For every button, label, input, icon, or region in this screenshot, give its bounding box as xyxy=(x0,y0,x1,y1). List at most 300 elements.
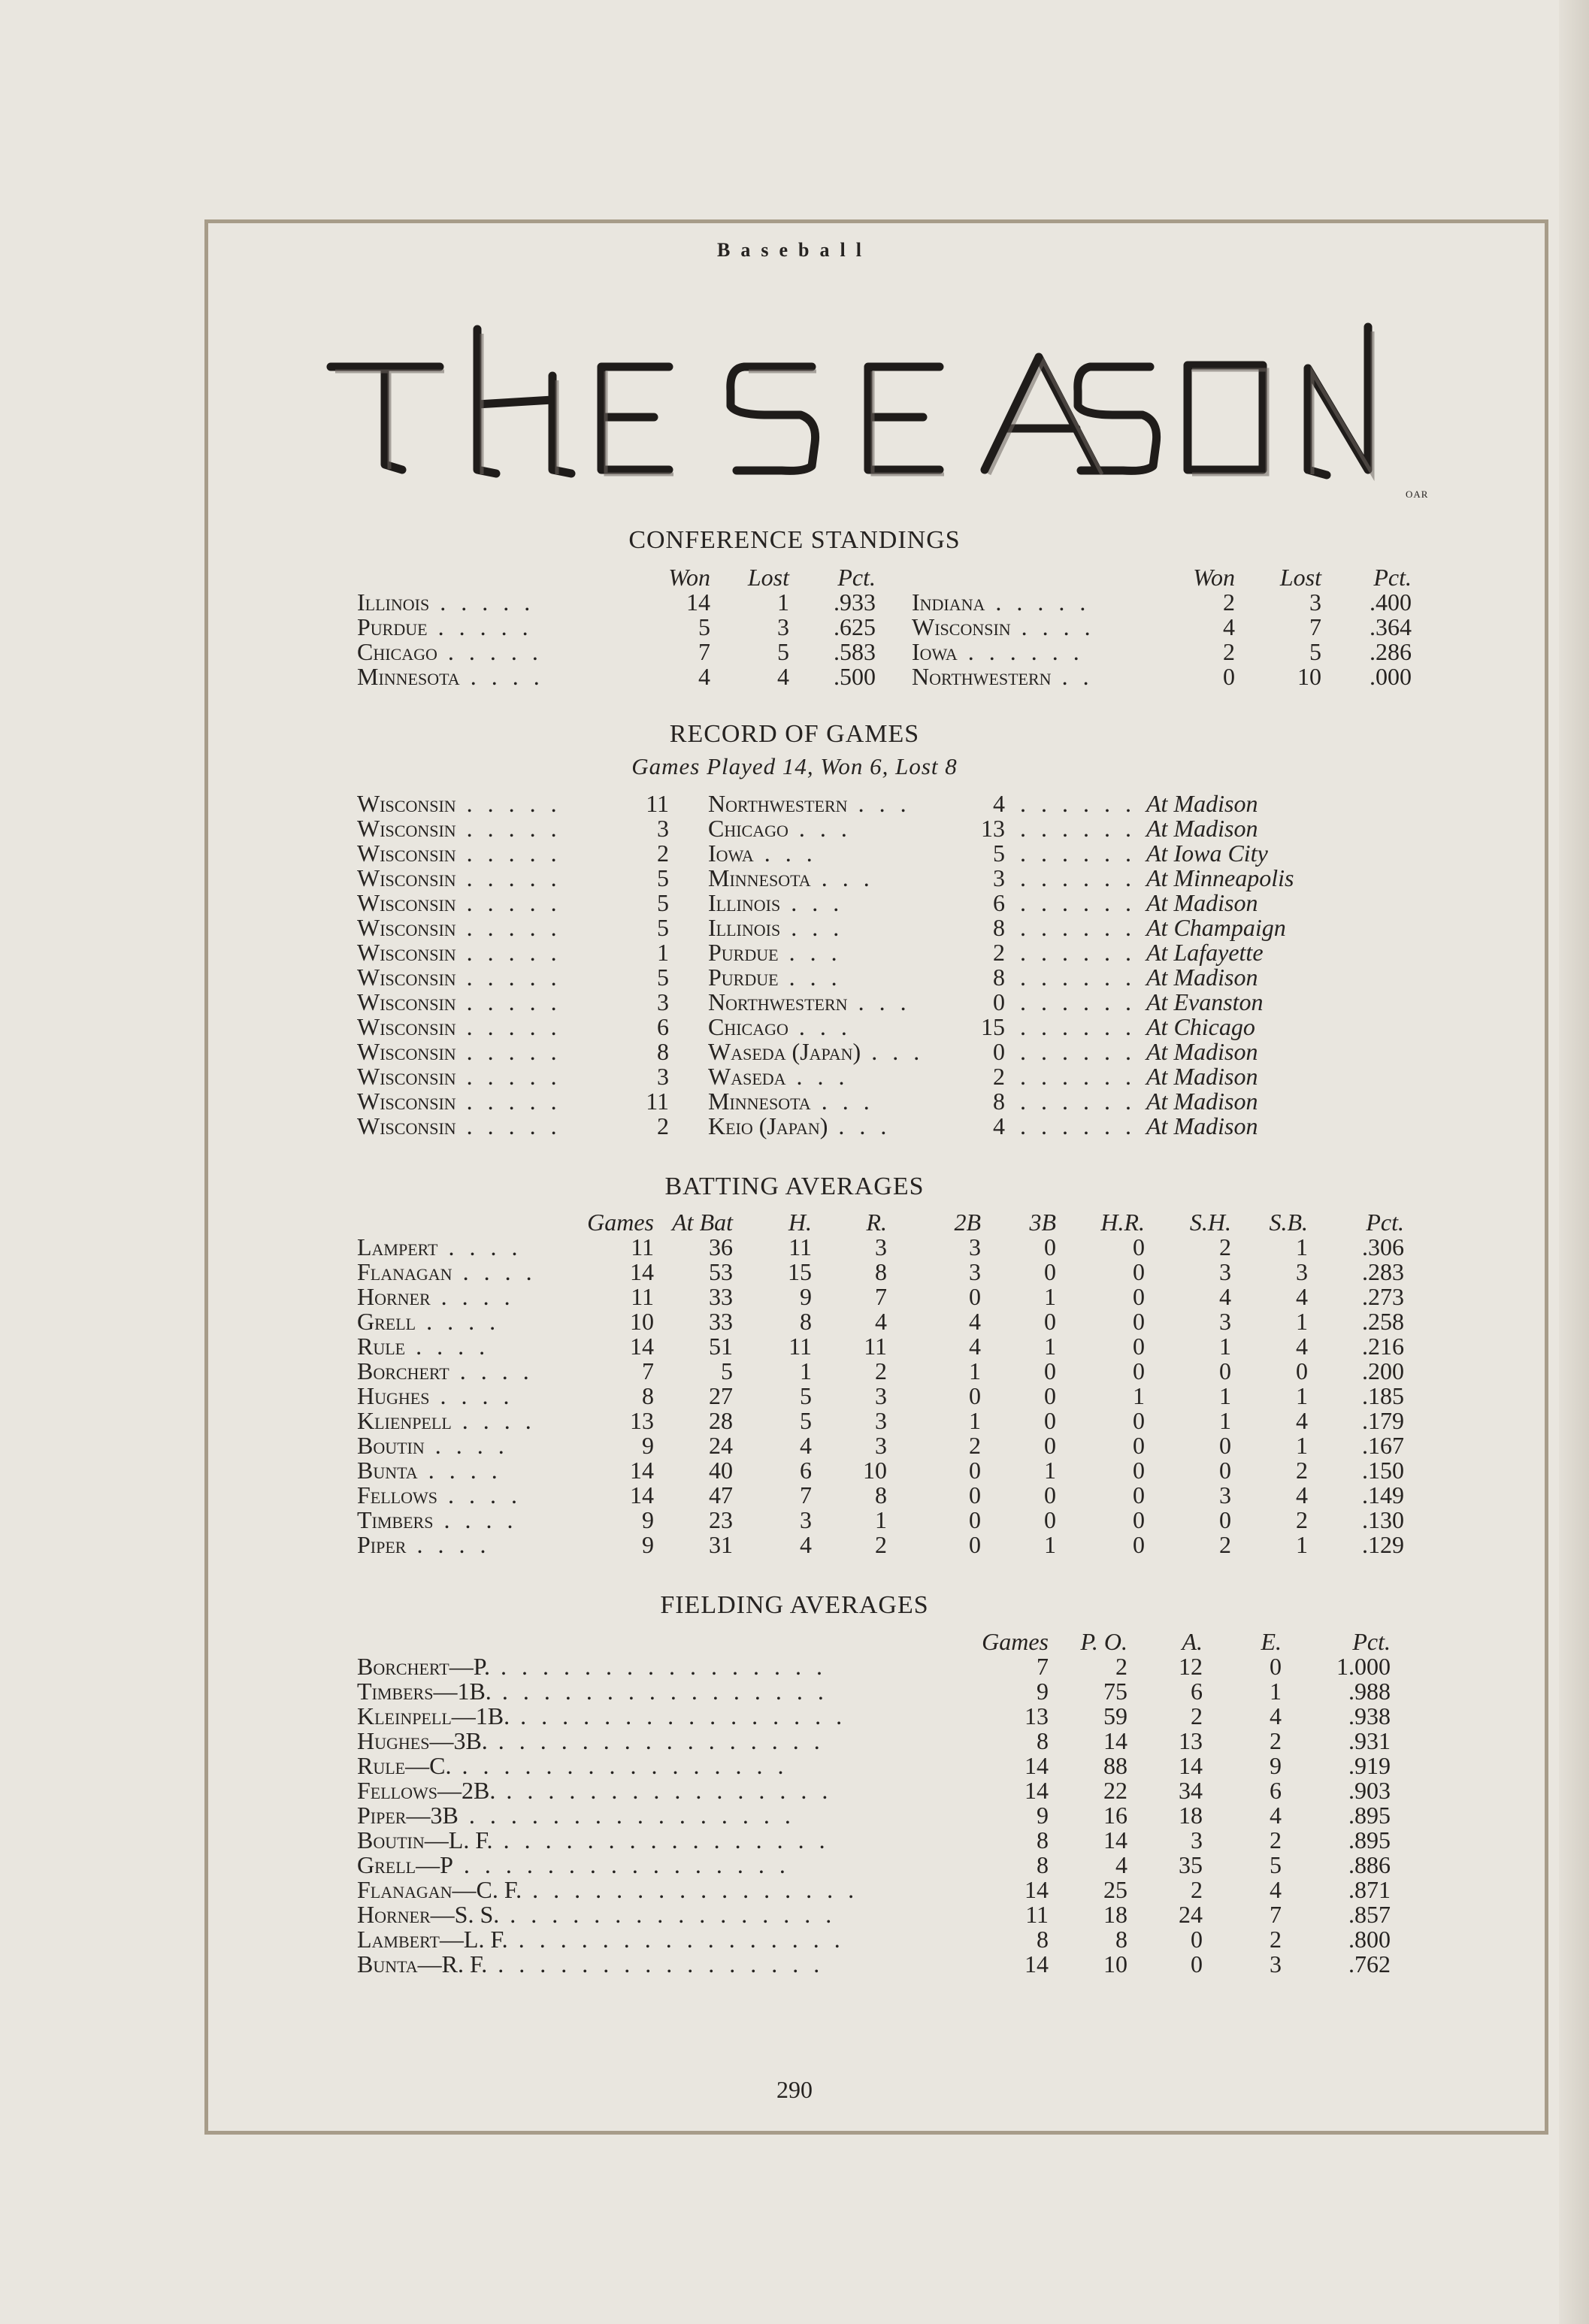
team-name: Wisconsin xyxy=(357,1088,456,1115)
leader-dots: . . . . xyxy=(430,1283,515,1310)
batting-stat: 10 xyxy=(630,1308,654,1335)
batting-stat: 1 xyxy=(1219,1407,1231,1434)
batting-stat: 7 xyxy=(875,1283,887,1310)
batting-stat: 3 xyxy=(875,1407,887,1434)
team-name: Iowa xyxy=(912,638,958,665)
leader-dots: . . . . . . xyxy=(1020,864,1146,891)
batting-stat: 11 xyxy=(864,1333,887,1360)
leader-dots: . . . . . . . . . . . . . . . . xyxy=(491,1678,828,1705)
opponent-name: Chicago xyxy=(708,815,788,842)
batting-stat: 9 xyxy=(642,1506,654,1533)
leader-dots: . . . . . xyxy=(456,939,561,966)
fielding-row xyxy=(357,1927,1391,1952)
fielding-stat: 9 xyxy=(1270,1752,1282,1779)
fielding-stat: 59 xyxy=(1103,1702,1127,1729)
score: 5 xyxy=(657,889,669,916)
fielding-stat: 8 xyxy=(1037,1727,1049,1754)
leader-dots: . . . . . xyxy=(456,864,561,891)
batting-stat: .167 xyxy=(1362,1432,1404,1459)
fielding-stat: 35 xyxy=(1179,1851,1203,1878)
batting-row xyxy=(357,1334,1404,1359)
leader-dots: . . . . xyxy=(416,1308,501,1335)
batting-stat: 7 xyxy=(800,1481,812,1508)
batting-stat: 0 xyxy=(969,1457,981,1484)
leader-dots: . . . . . xyxy=(456,1088,561,1115)
won: 7 xyxy=(698,638,710,665)
batting-stat: .150 xyxy=(1362,1457,1404,1484)
fielding-row xyxy=(357,1729,1391,1754)
score: 5 xyxy=(657,964,669,991)
batting-stat: 1 xyxy=(1219,1333,1231,1360)
fielding-stat: 13 xyxy=(1179,1727,1203,1754)
title-signature: OAR xyxy=(1406,489,1429,500)
player-position: Grell—P xyxy=(357,1851,453,1878)
team-name: Wisconsin xyxy=(357,939,456,966)
batting-stat: 7 xyxy=(642,1357,654,1384)
player-name: Borchert xyxy=(357,1357,449,1384)
won: 2 xyxy=(1223,638,1235,665)
conference-table-left xyxy=(357,565,876,689)
fielding-stat: 25 xyxy=(1103,1876,1127,1903)
fielding-stat: 7 xyxy=(1270,1901,1282,1928)
opponent-name: Waseda (Japan) xyxy=(708,1038,861,1065)
player-position: Fellows—2B. xyxy=(357,1777,496,1804)
game-location: At Madison xyxy=(1146,1112,1258,1139)
player-position: Borchert—P. xyxy=(357,1653,490,1680)
batting-stat: 3 xyxy=(1296,1258,1308,1285)
leader-dots: . . . . . xyxy=(456,840,561,867)
leader-dots: . . . . . . . . . . . . . . . . xyxy=(495,1777,833,1804)
fielding-stat: .800 xyxy=(1348,1926,1391,1953)
page-number: 290 xyxy=(776,2076,813,2103)
fielding-stat: 14 xyxy=(1025,1950,1049,1978)
batting-stat: 0 xyxy=(1044,1308,1056,1335)
fielding-stat: 0 xyxy=(1191,1926,1203,1953)
col-pct: Pct. xyxy=(1366,1209,1404,1236)
leader-dots: . . . xyxy=(778,939,842,966)
batting-row xyxy=(357,1409,1404,1433)
opponent-name: Illinois xyxy=(708,914,781,941)
player-name: Rule xyxy=(357,1333,406,1360)
batting-stat: 0 xyxy=(1133,1531,1145,1558)
batting-stat: 0 xyxy=(969,1481,981,1508)
leader-dots: . . . xyxy=(785,1063,849,1090)
pct: .000 xyxy=(1370,663,1412,690)
team-name: Wisconsin xyxy=(357,889,456,916)
batting-stat: 9 xyxy=(642,1432,654,1459)
player-position: Lambert—L. F. xyxy=(357,1926,508,1953)
batting-stat: 51 xyxy=(709,1333,733,1360)
batting-stat: 33 xyxy=(709,1308,733,1335)
leader-dots: . . . . xyxy=(429,1382,514,1409)
batting-stat: 0 xyxy=(1044,1407,1056,1434)
fielding-stat: .931 xyxy=(1348,1727,1391,1754)
batting-stat: 8 xyxy=(800,1308,812,1335)
batting-stat: 14 xyxy=(630,1457,654,1484)
running-head: Baseball xyxy=(717,239,872,261)
fielding-stat: 6 xyxy=(1191,1678,1203,1705)
col-pct: Pct. xyxy=(837,564,876,591)
opponent-score: 13 xyxy=(981,815,1005,842)
lost: 4 xyxy=(777,663,789,690)
game-row xyxy=(357,990,1294,1015)
pct: .625 xyxy=(834,613,876,640)
game-row xyxy=(357,1114,1294,1139)
leader-dots: . . . . . . xyxy=(1020,1063,1146,1090)
game-location: At Iowa City xyxy=(1146,840,1268,867)
fielding-stat: .919 xyxy=(1348,1752,1391,1779)
leader-dots: . . . xyxy=(780,914,844,941)
leader-dots: . . . . xyxy=(417,1457,502,1484)
batting-stat: 14 xyxy=(630,1333,654,1360)
col-lost: Lost xyxy=(1279,564,1321,591)
leader-dots: . . . xyxy=(788,1013,852,1040)
team-name: Wisconsin xyxy=(357,815,456,842)
lost: 10 xyxy=(1297,663,1321,690)
batting-stat: 0 xyxy=(969,1531,981,1558)
batting-stat: 1 xyxy=(1044,1457,1056,1484)
batting-stat: 4 xyxy=(800,1531,812,1558)
opponent-name: Iowa xyxy=(708,840,754,867)
opponent-score: 15 xyxy=(981,1013,1005,1040)
batting-stat: 0 xyxy=(1044,1357,1056,1384)
leader-dots: . . . . . . . . . . . . . . . . xyxy=(507,1926,845,1953)
won: 4 xyxy=(1223,613,1235,640)
batting-stat: 3 xyxy=(875,1233,887,1260)
batting-stat: 1 xyxy=(1296,1432,1308,1459)
batting-row xyxy=(357,1483,1404,1508)
col-games: Games xyxy=(982,1628,1049,1655)
leader-dots: . . . . xyxy=(437,1481,522,1508)
leader-dots: . . . . xyxy=(452,1258,537,1285)
score: 2 xyxy=(657,840,669,867)
game-location: At Madison xyxy=(1146,1038,1258,1065)
col-games: Games xyxy=(587,1209,654,1236)
batting-stat: 4 xyxy=(875,1308,887,1335)
fielding-stat: 14 xyxy=(1025,1777,1049,1804)
won: 14 xyxy=(686,589,710,616)
batting-stat: 3 xyxy=(969,1258,981,1285)
leader-dots: . . . xyxy=(847,988,911,1015)
leader-dots: . . . . . xyxy=(456,988,561,1015)
player-name: Horner xyxy=(357,1283,431,1310)
lost: 7 xyxy=(1309,613,1321,640)
player-name: Hughes xyxy=(357,1382,430,1409)
batting-stat: .258 xyxy=(1362,1308,1404,1335)
batting-stat: 1 xyxy=(969,1407,981,1434)
batting-stat: 4 xyxy=(1296,1407,1308,1434)
batting-stat: .129 xyxy=(1362,1531,1404,1558)
player-name: Boutin xyxy=(357,1432,425,1459)
fielding-row xyxy=(357,1654,1391,1679)
game-row xyxy=(357,891,1294,915)
title-lettering xyxy=(316,316,1428,496)
fielding-row xyxy=(357,1902,1391,1927)
team-name: Wisconsin xyxy=(357,988,456,1015)
fielding-stat: 0 xyxy=(1270,1653,1282,1680)
fielding-stat: 24 xyxy=(1179,1901,1203,1928)
team-name: Purdue xyxy=(357,613,428,640)
team-name: Wisconsin xyxy=(357,1038,456,1065)
leader-dots: . . . . . . xyxy=(1020,1038,1146,1065)
won: 2 xyxy=(1223,589,1235,616)
leader-dots: . . . . . . xyxy=(1020,964,1146,991)
score: 11 xyxy=(646,1088,669,1115)
record-table xyxy=(357,791,1294,1139)
batting-stat: 8 xyxy=(875,1481,887,1508)
fielding-stat: .871 xyxy=(1348,1876,1391,1903)
player-name: Piper xyxy=(357,1531,407,1558)
col-stolen-bases: S.B. xyxy=(1269,1209,1308,1236)
col-assists: A. xyxy=(1182,1628,1203,1655)
col-doubles: 2B xyxy=(954,1209,981,1236)
col-triples: 3B xyxy=(1029,1209,1056,1236)
col-won: Won xyxy=(668,564,710,591)
batting-stat: 27 xyxy=(709,1382,733,1409)
conference-right-header-row xyxy=(912,565,1412,590)
score: 3 xyxy=(657,988,669,1015)
batting-stat: .306 xyxy=(1362,1233,1404,1260)
player-name: Klienpell xyxy=(357,1407,452,1434)
col-pct: Pct. xyxy=(1373,564,1412,591)
team-name: Wisconsin xyxy=(357,1112,456,1139)
batting-stat: 5 xyxy=(800,1407,812,1434)
score: 6 xyxy=(657,1013,669,1040)
batting-stat: 13 xyxy=(630,1407,654,1434)
score: 5 xyxy=(657,864,669,891)
batting-stat: 0 xyxy=(1219,1357,1231,1384)
fielding-stat: 18 xyxy=(1103,1901,1127,1928)
standing-row: Iowa . . . . . . 2 5 .286 xyxy=(912,638,1412,665)
batting-stat: 3 xyxy=(800,1506,812,1533)
batting-table xyxy=(357,1210,1404,1557)
batting-stat: 24 xyxy=(709,1432,733,1459)
opponent-score: 6 xyxy=(993,889,1005,916)
leader-dots: . . . . . . xyxy=(1020,988,1146,1015)
batting-stat: 2 xyxy=(1219,1233,1231,1260)
leader-dots: . . . . . xyxy=(456,1038,561,1065)
batting-stat: 47 xyxy=(709,1481,733,1508)
col-pct: Pct. xyxy=(1352,1628,1391,1655)
batting-stat: 3 xyxy=(875,1382,887,1409)
batting-heading: BATTING AVERAGES xyxy=(664,1173,925,1200)
opponent-score: 2 xyxy=(993,1063,1005,1090)
player-position: Flanagan—C. F. xyxy=(357,1876,522,1903)
batting-stat: 0 xyxy=(1219,1506,1231,1533)
standing-row: Wisconsin . . . . 4 7 .364 xyxy=(912,613,1412,640)
standing-row: Minnesota . . . . 4 4 .500 xyxy=(357,663,876,690)
batting-stat: 0 xyxy=(1133,1506,1145,1533)
batting-stat: 4 xyxy=(969,1333,981,1360)
batting-stat: 1 xyxy=(1219,1382,1231,1409)
leader-dots: . . . . . . . . . . . . . . . . xyxy=(522,1876,859,1903)
batting-stat: .273 xyxy=(1362,1283,1404,1310)
batting-stat: 1 xyxy=(969,1357,981,1384)
col-hits: H. xyxy=(788,1209,812,1236)
fielding-stat: 4 xyxy=(1270,1802,1282,1829)
leader-dots: . . . xyxy=(847,790,911,817)
batting-stat: 0 xyxy=(969,1283,981,1310)
batting-stat: 1 xyxy=(875,1506,887,1533)
won: 5 xyxy=(698,613,710,640)
fielding-stat: .762 xyxy=(1348,1950,1391,1978)
batting-stat: .149 xyxy=(1362,1481,1404,1508)
game-row xyxy=(357,1089,1294,1114)
batting-stat: 11 xyxy=(631,1233,654,1260)
fielding-stat: .938 xyxy=(1348,1702,1391,1729)
game-row xyxy=(357,915,1294,940)
leader-dots: . . . . . . xyxy=(1020,1013,1146,1040)
player-position: Bunta—R. F. xyxy=(357,1950,488,1978)
batting-stat: 0 xyxy=(1133,1333,1145,1360)
won: 4 xyxy=(698,663,710,690)
record-heading: RECORD OF GAMES xyxy=(669,720,920,748)
fielding-stat: 12 xyxy=(1179,1653,1203,1680)
game-location: At Lafayette xyxy=(1146,939,1264,966)
conference-heading: CONFERENCE STANDINGS xyxy=(628,526,961,554)
team-name: Chicago xyxy=(357,638,437,665)
leader-dots: . . . . xyxy=(433,1506,518,1533)
page-edge-shadow xyxy=(1559,0,1589,2324)
opponent-score: 3 xyxy=(993,864,1005,891)
batting-stat: 0 xyxy=(1133,1432,1145,1459)
team-name: Wisconsin xyxy=(357,964,456,991)
leader-dots: . . . xyxy=(780,889,844,916)
fielding-header-row xyxy=(357,1630,1391,1654)
batting-stat: 31 xyxy=(709,1531,733,1558)
pct: .364 xyxy=(1370,613,1412,640)
batting-row xyxy=(357,1508,1404,1533)
fielding-stat: 14 xyxy=(1103,1826,1127,1853)
leader-dots: . . . . . xyxy=(456,1112,561,1139)
leader-dots: . . . . . . xyxy=(1020,815,1146,842)
batting-stat: 0 xyxy=(1133,1457,1145,1484)
standing-row: Indiana . . . . . 2 3 .400 xyxy=(912,589,1412,616)
fielding-stat: 0 xyxy=(1191,1950,1203,1978)
batting-stat: 40 xyxy=(709,1457,733,1484)
game-row xyxy=(357,866,1294,891)
batting-stat: 10 xyxy=(863,1457,887,1484)
batting-stat: 14 xyxy=(630,1481,654,1508)
opponent-name: Purdue xyxy=(708,939,779,966)
fielding-stat: 4 xyxy=(1115,1851,1127,1878)
opponent-score: 4 xyxy=(993,1112,1005,1139)
batting-stat: 0 xyxy=(1219,1432,1231,1459)
col-lost: Lost xyxy=(747,564,789,591)
opponent-score: 0 xyxy=(993,1038,1005,1065)
fielding-stat: 13 xyxy=(1025,1702,1049,1729)
team-name: Illinois xyxy=(357,589,430,616)
batting-row xyxy=(357,1260,1404,1285)
leader-dots: . . . xyxy=(810,1088,874,1115)
score: 11 xyxy=(646,790,669,817)
batting-stat: 2 xyxy=(1296,1506,1308,1533)
fielding-stat: 4 xyxy=(1270,1702,1282,1729)
batting-stat: 0 xyxy=(969,1506,981,1533)
opponent-name: Minnesota xyxy=(708,864,811,891)
batting-stat: 28 xyxy=(709,1407,733,1434)
batting-stat: 33 xyxy=(709,1283,733,1310)
fielding-stat: 1.000 xyxy=(1336,1653,1391,1680)
fielding-stat: 22 xyxy=(1103,1777,1127,1804)
batting-stat: 0 xyxy=(1133,1233,1145,1260)
fielding-stat: .895 xyxy=(1348,1826,1391,1853)
fielding-stat: 8 xyxy=(1037,1826,1049,1853)
leader-dots: . . . . xyxy=(451,1407,536,1434)
game-row xyxy=(357,940,1294,965)
leader-dots: . . . . . . . . . . . . . . . . xyxy=(499,1901,837,1928)
fielding-stat: .857 xyxy=(1348,1901,1391,1928)
team-name: Minnesota xyxy=(357,663,460,690)
batting-stat: .200 xyxy=(1362,1357,1404,1384)
batting-stat: 0 xyxy=(1044,1481,1056,1508)
game-location: At Madison xyxy=(1146,1063,1258,1090)
player-position: Horner—S. S. xyxy=(357,1901,500,1928)
game-location: At Minneapolis xyxy=(1146,864,1294,891)
player-name: Bunta xyxy=(357,1457,418,1484)
batting-stat: 4 xyxy=(1219,1283,1231,1310)
opponent-score: 5 xyxy=(993,840,1005,867)
leader-dots: . . . . . xyxy=(456,1013,561,1040)
col-runs: R. xyxy=(866,1209,887,1236)
leader-dots: . . . . . . . . . . . . . . . . xyxy=(492,1826,830,1853)
opponent-score: 4 xyxy=(993,790,1005,817)
batting-stat: 4 xyxy=(1296,1283,1308,1310)
leader-dots: . . . . . . . . . . . . . . . . xyxy=(510,1702,847,1729)
batting-stat: 4 xyxy=(969,1308,981,1335)
leader-dots: . . . . xyxy=(437,1233,522,1260)
team-name: Wisconsin xyxy=(357,840,456,867)
lost: 3 xyxy=(777,613,789,640)
batting-stat: 3 xyxy=(1219,1308,1231,1335)
standing-row: Illinois . . . . . 14 1 .933 xyxy=(357,589,876,616)
fielding-stat: 14 xyxy=(1025,1752,1049,1779)
batting-stat: 0 xyxy=(1044,1506,1056,1533)
leader-dots: . . . xyxy=(753,840,817,867)
batting-stat: 8 xyxy=(875,1258,887,1285)
fielding-stat: 5 xyxy=(1270,1851,1282,1878)
pct: .933 xyxy=(834,589,876,616)
batting-stat: 1 xyxy=(800,1357,812,1384)
team-name: Indiana xyxy=(912,589,985,616)
fielding-stat: 34 xyxy=(1179,1777,1203,1804)
fielding-stat: 11 xyxy=(1025,1901,1049,1928)
game-row xyxy=(357,816,1294,841)
batting-stat: 0 xyxy=(1219,1457,1231,1484)
opponent-name: Northwestern xyxy=(708,988,848,1015)
opponent-score: 0 xyxy=(993,988,1005,1015)
player-name: Timbers xyxy=(357,1506,434,1533)
score: 5 xyxy=(657,914,669,941)
game-row xyxy=(357,1015,1294,1039)
opponent-name: Purdue xyxy=(708,964,779,991)
leader-dots: . . . xyxy=(810,864,874,891)
leader-dots: . . . . . xyxy=(456,790,561,817)
batting-stat: 1 xyxy=(1296,1308,1308,1335)
fielding-stat: 9 xyxy=(1037,1678,1049,1705)
lost: 3 xyxy=(1309,589,1321,616)
fielding-stat: 88 xyxy=(1103,1752,1127,1779)
batting-stat: 36 xyxy=(709,1233,733,1260)
batting-stat: 4 xyxy=(1296,1481,1308,1508)
leader-dots: . . . xyxy=(778,964,842,991)
fielding-row xyxy=(357,1754,1391,1778)
game-row xyxy=(357,841,1294,866)
fielding-stat: 16 xyxy=(1103,1802,1127,1829)
fielding-stat: 7 xyxy=(1037,1653,1049,1680)
fielding-stat: 4 xyxy=(1270,1876,1282,1903)
fielding-stat: 1 xyxy=(1270,1678,1282,1705)
